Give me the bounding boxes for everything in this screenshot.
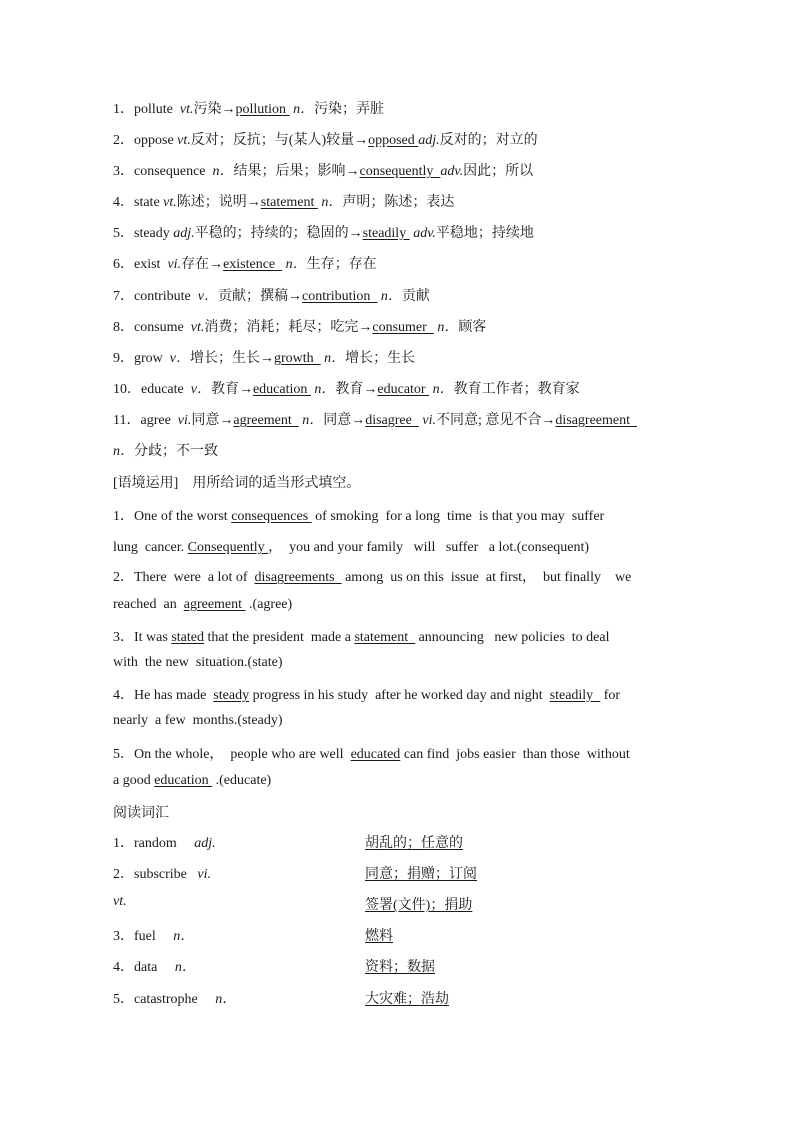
context-heading: [语境运用] 用所给词的适当形式填空。 (113, 476, 361, 491)
part-of-speech: vt. (177, 133, 191, 148)
reading-definition: 燃料 (365, 929, 393, 944)
text-segment: 同意→ (323, 413, 366, 428)
text-segment: nearly a few months.(steady) (113, 713, 283, 728)
text-segment: 教育→ (210, 382, 253, 397)
exercise-line (113, 597, 292, 613)
item-number: 7． (113, 289, 134, 304)
answer-blank: educator (377, 382, 430, 397)
part-of-speech: n． (285, 257, 307, 272)
reading-term (113, 988, 236, 1008)
part-of-speech: vi. (197, 867, 211, 882)
item-number: 5． (113, 226, 134, 241)
text-segment: state (134, 195, 164, 210)
text-segment: .(educate) (212, 773, 272, 788)
text-segment: oppose (134, 133, 178, 148)
reading-term (113, 894, 127, 910)
text-segment: 反对的；对立的 (439, 133, 538, 148)
reading-term (113, 956, 196, 976)
text-segment: pollute (134, 102, 180, 117)
text-segment: 4．data (113, 960, 175, 975)
text-segment: 污染→ (193, 102, 236, 117)
part-of-speech: n． (314, 382, 336, 397)
exercise-line (113, 505, 604, 525)
answer-blank: education (252, 382, 311, 397)
part-of-speech: adv. (413, 226, 436, 241)
text-segment: consequence (134, 164, 213, 179)
answer-blank: growth (274, 351, 321, 366)
answer-blank: disagreement (555, 413, 637, 428)
part-of-speech: vi. (422, 413, 436, 428)
part-of-speech: n． (174, 960, 196, 975)
reading-definition: 胡乱的；任意的 (365, 836, 463, 851)
text-segment: agree (140, 413, 178, 428)
text-segment: 3．It was (113, 630, 172, 645)
text-segment: 贡献；撰稿→ (217, 289, 302, 304)
text-segment: reached an (113, 597, 184, 612)
answer-blank: disagree (365, 413, 419, 428)
text-segment: 分歧；不一致 (134, 444, 218, 459)
text-segment: exist (134, 257, 168, 272)
answer-blank: steadily (362, 226, 410, 241)
vocab-item (113, 285, 430, 305)
part-of-speech: adj. (418, 133, 440, 148)
part-of-speech: adj. (173, 226, 195, 241)
reading-definition: 资料；数据 (365, 960, 435, 975)
vocab-item (113, 409, 637, 429)
reading-term (113, 925, 194, 945)
answer-blank: contribution (301, 289, 378, 304)
text-segment: 5．catastrophe (113, 992, 216, 1007)
vocab-item (113, 347, 415, 367)
text-segment: 贡献 (401, 289, 430, 304)
text-segment: 结果；后果；影响→ (233, 164, 360, 179)
text-segment: 教育工作者；教育家 (453, 382, 580, 397)
text-segment: that the president made a (203, 630, 355, 645)
part-of-speech: n． (321, 195, 343, 210)
item-number: 1． (113, 102, 134, 117)
vocab-item (113, 316, 486, 336)
exercise-line (113, 626, 610, 646)
text-segment: 2．There were a lot of (113, 570, 255, 585)
text-segment: lung cancer. (113, 540, 188, 555)
answer-blank: agreement (183, 597, 246, 612)
text-segment: steady (134, 226, 174, 241)
text-segment: 顾客 (458, 320, 487, 335)
item-number: 4． (113, 195, 134, 210)
vocab-item (113, 222, 534, 242)
text-segment: can find jobs easier than those without (400, 747, 630, 762)
reading-heading: 阅读词汇 (113, 806, 169, 821)
item-number: 2． (113, 133, 134, 148)
exercise-line (113, 536, 589, 556)
exercise-line (113, 566, 631, 586)
answer-blank: statement (260, 195, 318, 210)
vocab-item-11-continuation (113, 440, 218, 460)
part-of-speech: n． (324, 351, 346, 366)
answer-blank: statement (354, 630, 416, 645)
part-of-speech: n． (302, 413, 324, 428)
part-of-speech: adv. (440, 164, 464, 179)
item-number: 9． (113, 351, 134, 366)
text-segment: 平稳的；持续的；稳固的→ (194, 226, 363, 241)
reading-definition: 大灾难；浩劫 (365, 992, 449, 1007)
text-segment: 消费；消耗；耗尽；吃完→ (204, 320, 373, 335)
answer-blank: steadily (549, 688, 601, 703)
answer-blank: Consequently (187, 540, 269, 555)
part-of-speech: n． (293, 102, 315, 117)
text-segment: of smoking for a long time is that you may suffer (311, 509, 605, 524)
text-segment: .(agree) (245, 597, 293, 612)
part-of-speech: vt. (113, 894, 127, 909)
answer-blank: educated (350, 747, 401, 762)
item-number: 3． (113, 164, 134, 179)
answer-blank: pollution (235, 102, 290, 117)
exercise-line (113, 713, 283, 729)
text-segment: 因此；所以 (463, 164, 534, 179)
text-segment: 教育→ (335, 382, 378, 397)
vocab-item (113, 160, 533, 180)
part-of-speech: vt. (190, 320, 205, 335)
text-segment: announcing new policies to deal (415, 630, 610, 645)
part-of-speech: vi. (177, 413, 192, 428)
item-number: 10． (113, 382, 141, 397)
exercise-line (113, 655, 283, 671)
text-segment: 存在→ (181, 257, 224, 272)
text-segment: consume (134, 320, 191, 335)
part-of-speech: n． (437, 320, 459, 335)
text-segment: 增长；生长→ (190, 351, 274, 366)
text-segment: 1．random (113, 836, 195, 851)
part-of-speech: v． (169, 351, 190, 366)
answer-blank: agreement (233, 413, 299, 428)
text-segment: 陈述；说明→ (176, 195, 261, 210)
part-of-speech: vt. (179, 102, 194, 117)
reading-definition: 同意；捐赠；订阅 (365, 867, 477, 882)
text-segment: 2．subscribe (113, 867, 198, 882)
answer-blank: existence (223, 257, 283, 272)
reading-term (113, 832, 216, 852)
answer-blank: disagreements (254, 570, 342, 585)
reading-definition: 签署(文件)；捐助 (365, 898, 473, 913)
text-segment: 声明；陈述；表达 (342, 195, 455, 210)
text-segment: 平稳地；持续地 (435, 226, 534, 241)
item-number: 11． (113, 413, 141, 428)
exercise-line (113, 684, 620, 704)
text-segment: educate (141, 382, 191, 397)
text-segment: 1．One of the worst (113, 509, 232, 524)
part-of-speech: n． (212, 164, 234, 179)
part-of-speech: n． (173, 929, 195, 944)
reading-term (113, 863, 211, 883)
exercise-line (113, 773, 271, 789)
part-of-speech: adj. (194, 836, 216, 851)
text-segment: 5．On the whole， people who are well (113, 747, 351, 762)
text-segment: with the new situation.(state) (113, 655, 283, 670)
text-segment: among us on this issue at first， but finally we (341, 570, 632, 585)
answer-blank: consumer (372, 320, 434, 335)
part-of-speech: n． (432, 382, 454, 397)
answer-blank: consequences (231, 509, 312, 524)
text-segment: 污染；弄脏 (314, 102, 385, 117)
answer-blank: education (154, 773, 213, 788)
vocab-item (113, 253, 377, 273)
text-segment: a good (113, 773, 155, 788)
text-segment: 生存；存在 (306, 257, 377, 272)
answer-blank: stated (171, 630, 204, 645)
vocab-item (113, 129, 538, 149)
vocab-item (113, 378, 580, 398)
text-segment: 4．He has made (113, 688, 214, 703)
text-segment: grow (134, 351, 170, 366)
part-of-speech: n． (113, 444, 134, 459)
text-segment: 3．fuel (113, 929, 174, 944)
item-number: 8． (113, 320, 134, 335)
part-of-speech: v． (197, 289, 218, 304)
answer-blank: consequently (359, 164, 441, 179)
text-segment: 不同意; 意见不合→ (435, 413, 556, 428)
part-of-speech: vt. (163, 195, 177, 210)
part-of-speech: n． (215, 992, 237, 1007)
text-segment: ， you and your family will suffer a lot.(consequent) (268, 540, 590, 555)
text-segment: 同意→ (191, 413, 234, 428)
text-segment: for (600, 688, 621, 703)
vocab-item (113, 98, 384, 118)
text-segment: 增长；生长 (345, 351, 416, 366)
exercise-line (113, 743, 630, 763)
answer-blank: opposed (368, 133, 419, 148)
text-segment: 反对；反抗；与(某人)较量→ (190, 133, 369, 148)
text-segment: progress in his study after he worked day and night (249, 688, 550, 703)
part-of-speech: vi. (167, 257, 182, 272)
part-of-speech: n． (380, 289, 402, 304)
part-of-speech: v． (190, 382, 211, 397)
item-number: 6． (113, 257, 134, 272)
vocab-item (113, 191, 454, 211)
answer-blank: steady (213, 688, 250, 703)
text-segment: contribute (134, 289, 198, 304)
